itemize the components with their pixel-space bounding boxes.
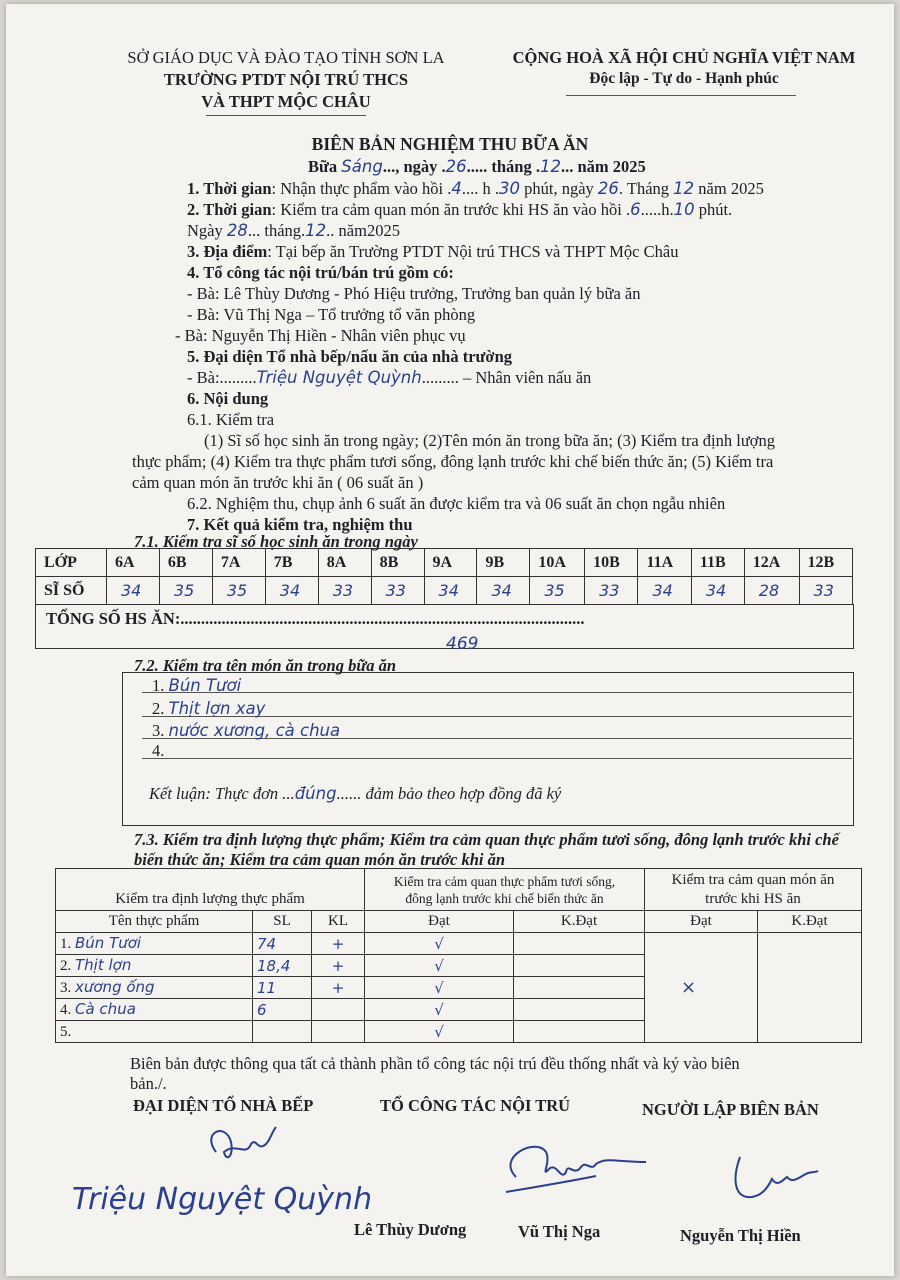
closing-line-2: bản./.: [130, 1074, 167, 1093]
group-meal-sensory: Kiểm tra cảm quan món ăn trước khi HS ăn: [645, 869, 862, 911]
kitchen-sign-title: ĐẠI DIỆN TỔ NHÀ BẾP: [133, 1096, 314, 1115]
closing-line-1: Biên bản được thông qua tất cả thành phần tổ công tác nội trú đều thống nhất và ký vào biên: [130, 1054, 740, 1073]
food-kl-cell: +: [312, 933, 365, 955]
count-cell: 28: [744, 577, 799, 605]
kitchen-signature: [196, 1122, 286, 1172]
dish-item: 2. Thịt lợn xay: [152, 699, 266, 718]
section-7-3-title-1: 7.3. Kiểm tra định lượng thực phẩm; Kiểm tra cảm quan thực phẩm tươi sống, đông lạnh trước khi chế: [134, 830, 839, 849]
sensory-dat-cell: ×: [645, 933, 758, 1043]
food-check-table: [55, 868, 862, 1043]
header-right-underline: [566, 95, 796, 96]
dish-item: 4.: [152, 741, 165, 760]
section-7-2-title: 7.2. Kiểm tra tên món ăn trong bữa ăn: [134, 656, 397, 675]
kitchen-handwritten-name: Triệu Nguyệt Quỳnh: [72, 1182, 373, 1217]
col-kl: KL: [312, 911, 365, 933]
section-5-title: 5. Đại diện Tổ nhà bếp/nấu ăn của nhà trường: [187, 347, 512, 366]
food-dat-cell: √: [365, 955, 514, 977]
section-6-title: 6. Nội dung: [187, 389, 269, 408]
food-column-header: [56, 911, 862, 933]
class-cell: 8A: [318, 549, 371, 577]
count-cell: 34: [265, 577, 318, 605]
board-name-2: Vũ Thị Nga: [518, 1222, 601, 1241]
class-cell: 10B: [585, 549, 638, 577]
count-cell: 33: [318, 577, 371, 605]
class-row-label: LỚP: [36, 549, 107, 577]
class-cell: 12B: [799, 549, 852, 577]
member-1: - Bà: Lê Thùy Dương - Phó Hiệu trưởng, Trưởng ban quản lý bữa ăn: [187, 284, 641, 303]
class-cell: 10A: [530, 549, 585, 577]
food-kdat-cell: [514, 977, 645, 999]
food-sl-cell: [253, 1021, 312, 1043]
nation-title: CỘNG HOÀ XÃ HỘI CHỦ NGHĨA VIỆT NAM: [512, 48, 856, 67]
food-name-cell: 1. Bún Tươi: [56, 933, 253, 955]
count-cell: 34: [424, 577, 477, 605]
writer-signature: [722, 1149, 822, 1209]
section-2: 2. Thời gian: Kiểm tra cảm quan món ăn trước khi HS ăn vào hồi .6.....h.10 phút.: [187, 200, 733, 219]
agency-line: SỞ GIÁO DỤC VÀ ĐÀO TẠO TỈNH SƠN LA: [127, 48, 445, 67]
school-line-2: VÀ THPT MỘC CHÂU: [201, 92, 371, 111]
writer-sign-title: NGƯỜI LẬP BIÊN BẢN: [642, 1100, 819, 1119]
col-sl: SL: [253, 911, 312, 933]
count-cell: 33: [799, 577, 852, 605]
count-cell: 34: [638, 577, 691, 605]
class-cell: 12A: [744, 549, 799, 577]
food-name-cell: 3. xương ống: [56, 977, 253, 999]
section-7-title: 7. Kết quả kiểm tra, nghiệm thu: [187, 515, 413, 534]
meal-line: Bữa Sáng..., ngày .26..... tháng .12... năm 2025: [308, 157, 646, 176]
count-cell: 34: [691, 577, 744, 605]
section-1: 1. Thời gian: Nhận thực phẩm vào hồi .4.... h .30 phút, ngày 26. Tháng 12 năm 2025: [187, 179, 764, 198]
class-count-table: [35, 548, 853, 605]
food-kl-cell: +: [312, 955, 365, 977]
food-sl-cell: 18,4: [253, 955, 312, 977]
total-value: 469: [446, 634, 479, 654]
class-cell: 6A: [107, 549, 160, 577]
count-cell: 35: [159, 577, 212, 605]
sensory-kdat-cell: [758, 933, 862, 1043]
food-kdat-cell: [514, 1021, 645, 1043]
food-dat-cell: √: [365, 999, 514, 1021]
class-cell: 8B: [371, 549, 424, 577]
class-cell: 9A: [424, 549, 477, 577]
food-dat-cell: √: [365, 977, 514, 999]
board-signature: [496, 1132, 656, 1202]
food-sl-cell: 6: [253, 999, 312, 1021]
dish-line: [142, 758, 852, 759]
food-kl-cell: +: [312, 977, 365, 999]
class-cell: 7A: [212, 549, 265, 577]
class-row: [36, 549, 853, 577]
count-cell: 35: [530, 577, 585, 605]
count-cell: 34: [477, 577, 530, 605]
col-dat-2: Đạt: [645, 911, 758, 933]
section-2-date: Ngày 28... tháng.12.. năm2025: [187, 221, 400, 240]
writer-name: Nguyễn Thị Hiền: [680, 1226, 801, 1245]
food-kdat-cell: [514, 933, 645, 955]
dish-item: 1. Bún Tươi: [152, 676, 242, 695]
group-fresh-food: Kiểm tra cảm quan thực phẩm tươi sống, đông lạnh trước khi chế biến thức ăn: [365, 869, 645, 911]
count-cell: 34: [107, 577, 160, 605]
board-sign-title: TỔ CÔNG TÁC NỘI TRÚ: [380, 1096, 571, 1115]
food-name-cell: 5.: [56, 1021, 253, 1043]
dish-line: [142, 692, 852, 693]
count-cell: 33: [585, 577, 638, 605]
count-cell: 33: [371, 577, 424, 605]
section-6-para-2: thực phẩm; (4) Kiểm tra thực phẩm tươi sống, đông lạnh trước khi chế biến thức ăn; (5) Kiểm tra: [132, 452, 774, 471]
school-line-1: TRƯỜNG PTDT NỘI TRÚ THCS: [163, 70, 409, 89]
section-7-3-title-2: biến thức ăn; Kiểm tra cảm quan món ăn trước khi ăn: [134, 850, 506, 869]
group-quantity: Kiểm tra định lượng thực phẩm: [56, 869, 365, 911]
nation-motto: Độc lập - Tự do - Hạnh phúc: [589, 70, 779, 87]
col-dat: Đạt: [365, 911, 514, 933]
food-sl-cell: 11: [253, 977, 312, 999]
food-group-header: [56, 869, 862, 911]
class-cell: 7B: [265, 549, 318, 577]
class-cell: 11B: [691, 549, 744, 577]
count-row: [36, 577, 853, 605]
kitchen-rep-line: - Bà:.........Triệu Nguyệt Quỳnh......... – Nhân viên nấu ăn: [187, 368, 592, 387]
member-2: - Bà: Vũ Thị Nga – Tổ trưởng tổ văn phòng: [187, 305, 476, 324]
meal-value: Sáng: [341, 157, 383, 176]
header-left-underline: [206, 115, 366, 116]
section-7-1-title: 7.1. Kiểm tra sĩ số học sinh ăn trong ngày: [134, 532, 418, 551]
col-kdat-2: K.Đạt: [758, 911, 862, 933]
class-cell: 11A: [638, 549, 691, 577]
col-food-name: Tên thực phẩm: [56, 911, 253, 933]
food-dat-cell: √: [365, 1021, 514, 1043]
menu-conclusion: Kết luận: Thực đơn ...đúng...... đảm bảo theo hợp đồng đã ký: [149, 784, 562, 803]
food-kdat-cell: [514, 999, 645, 1021]
col-kdat: K.Đạt: [514, 911, 645, 933]
board-name-1: Lê Thùy Dương: [354, 1220, 467, 1239]
section-6-para-3: cảm quan món ăn trước khi ăn ( 06 suất ăn ): [132, 473, 424, 492]
food-dat-cell: √: [365, 933, 514, 955]
section-3: 3. Địa điểm: Tại bếp ăn Trường PTDT Nội trú THCS và THPT Mộc Châu: [187, 242, 679, 261]
section-6-2: 6.2. Nghiệm thu, chụp ảnh 6 suất ăn được kiểm tra và 06 suất ăn chọn ngẫu nhiên: [187, 494, 726, 513]
food-name-cell: 2. Thịt lợn: [56, 955, 253, 977]
class-cell: 6B: [159, 549, 212, 577]
member-3: - Bà: Nguyễn Thị Hiền - Nhân viên phục vụ: [175, 326, 466, 345]
food-kl-cell: [312, 1021, 365, 1043]
food-row: [56, 933, 862, 955]
food-sl-cell: 74: [253, 933, 312, 955]
section-4-title: 4. Tổ công tác nội trú/bán trú gồm có:: [187, 263, 454, 282]
count-cell: 35: [212, 577, 265, 605]
class-cell: 9B: [477, 549, 530, 577]
document-title: BIÊN BẢN NGHIỆM THU BỮA ĂN: [311, 134, 589, 154]
document-page: [6, 4, 894, 1276]
dish-item: 3. nước xương, cà chua: [152, 721, 341, 740]
count-row-label: SĨ SỐ: [36, 577, 107, 605]
food-name-cell: 4. Cà chua: [56, 999, 253, 1021]
total-label: TỔNG SỐ HS ĂN:..................................................................................................: [46, 609, 585, 628]
food-kdat-cell: [514, 955, 645, 977]
section-6-1: 6.1. Kiểm tra: [187, 410, 275, 429]
food-kl-cell: [312, 999, 365, 1021]
section-6-para-1: (1) Sĩ số học sinh ăn trong ngày; (2)Tên món ăn trong bữa ăn; (3) Kiểm tra định lượng: [204, 431, 775, 450]
